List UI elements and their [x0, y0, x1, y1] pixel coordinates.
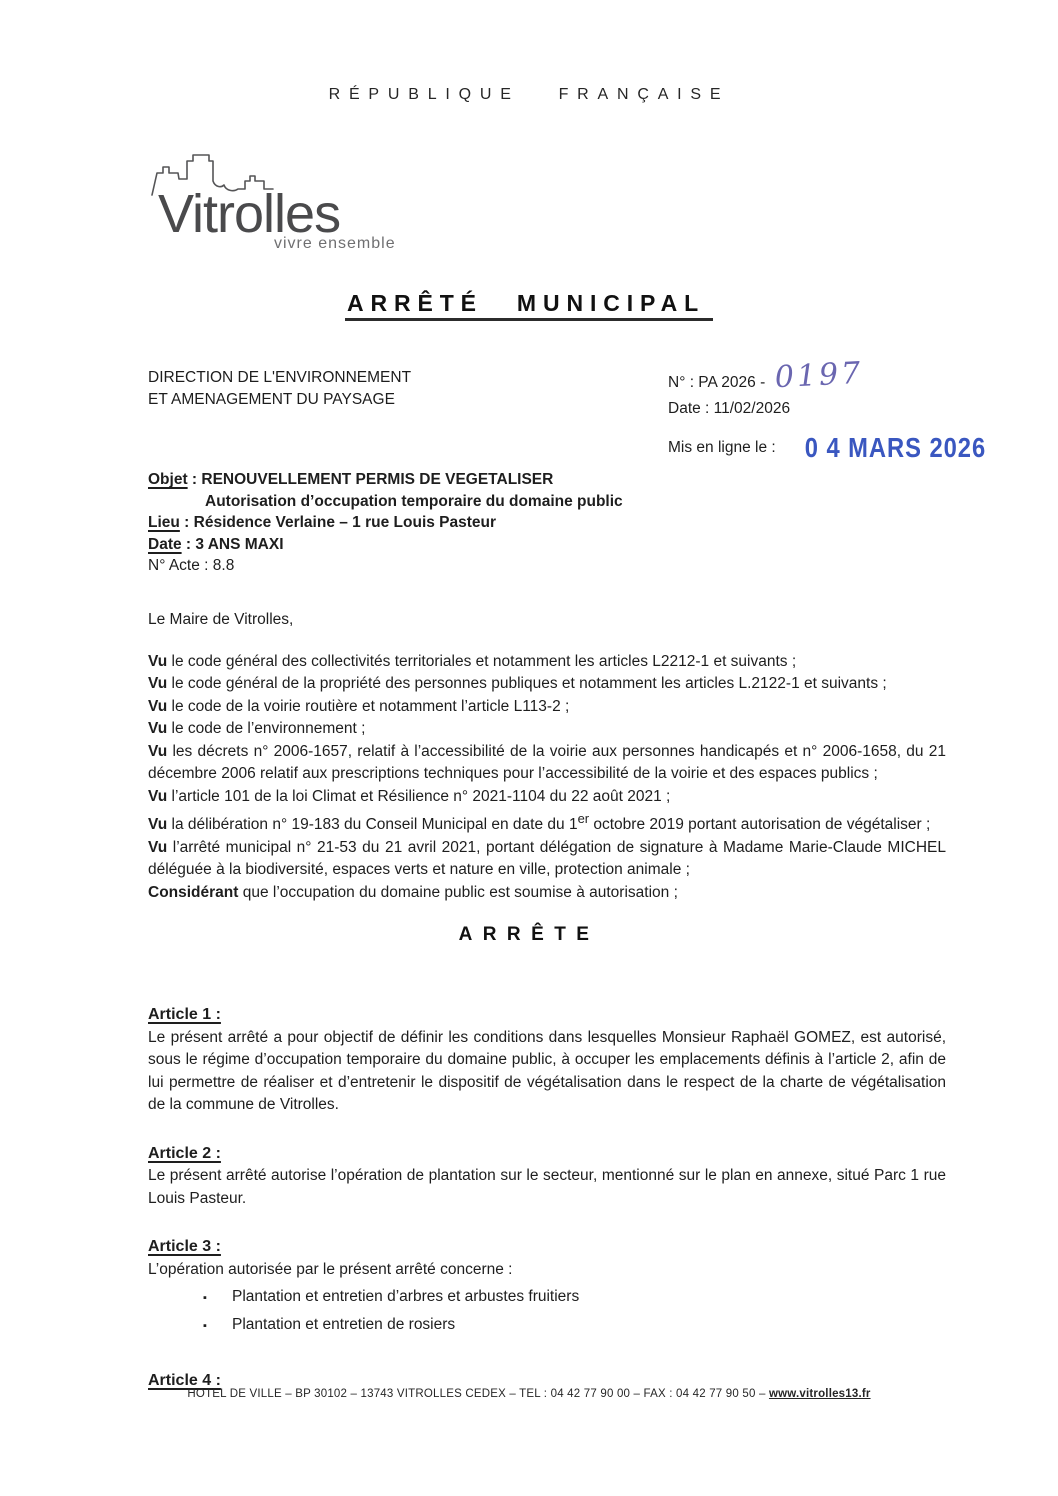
article-3-list: [148, 1286, 946, 1336]
objet-subline: Autorisation d’occupation temporaire du domaine public: [205, 492, 623, 510]
logo-wordmark: Vitrolles: [158, 184, 341, 244]
footer: [0, 1388, 1058, 1400]
reference-block: [668, 355, 1008, 464]
list-item: ▪ Plantation et entretien d’arbres et arbustes fruitiers: [148, 1286, 946, 1309]
lieu-label: Lieu: [148, 514, 180, 531]
recital: Vu la délibération n° 19-183 du Conseil Municipal en date du 1er octobre 2019 portant autorisation de végétaliser ;: [148, 811, 931, 834]
footer-text: HOTEL DE VILLE – BP 30102 – 13743 VITROLLES CEDEX – TEL : 04 42 77 90 00 – FAX : 04 42 77 90 50 –: [187, 1388, 769, 1400]
list-item: ▪ Plantation et entretien de rosiers: [148, 1314, 946, 1337]
article-2-heading: Article 2 :: [148, 1144, 221, 1162]
logo-tagline: vivre ensemble: [274, 235, 396, 252]
numero-handwritten: 0197: [774, 355, 865, 396]
vitrolles-logo-graphic: [146, 148, 416, 252]
date-stamp: 0 4 MARS 2026: [804, 432, 986, 464]
meta-row: [0, 355, 1058, 464]
duree-value: : 3 ANS MAXI: [181, 535, 284, 553]
objet-label: Objet: [148, 471, 188, 488]
vitrolles-logo: [146, 148, 416, 252]
article-1-body: Le présent arrêté a pour objectif de définir les conditions dans lesquelles Monsieur Raphaël GOMEZ, est autorisé, sous le régime d’occupation temporaire du domaine public, à occuper les emplacements définis à l’article 2, afin de lui permettre de réaliser et d’entretenir le dispositif de végétalisation dans le respect de la charte de végétalisation de la commune de Vitrolles.: [148, 1028, 946, 1114]
recital: Vu le code de la voirie routière et notamment l’article L113-2 ;: [148, 697, 570, 715]
article-3-intro: L’opération autorisée par le présent arrêté concerne :: [148, 1260, 513, 1278]
acte-line: N° Acte : 8.8: [148, 557, 235, 574]
recitals: [148, 651, 946, 905]
mis-en-ligne-row: [668, 432, 1008, 464]
recital: Vu l’article 101 de la loi Climat et Résilience n° 2021-1104 du 22 août 2021 ;: [148, 787, 671, 805]
issuing-direction: [148, 367, 411, 411]
lieu-value: : Résidence Verlaine – 1 rue Louis Pasteur: [179, 514, 497, 531]
lieu-line: [148, 512, 1058, 534]
objet-value: : RENOUVELLEMENT PERMIS DE VEGETALISER: [187, 471, 554, 488]
article-1-heading: Article 1 :: [148, 1006, 221, 1024]
article-3-heading: Article 3 :: [148, 1238, 221, 1256]
recital: Vu le code général des collectivités territoriales et notamment les articles L2212-1 et suivants ;: [148, 652, 797, 670]
article-2-body: Le présent arrêté autorise l’opération de plantation sur le secteur, mentionné sur le plan en annexe, situé Parc 1 rue Louis Pasteur.: [148, 1167, 946, 1207]
duree-label: Date: [148, 535, 182, 553]
subject-block: [148, 469, 1058, 577]
recital: Vu le code général de la propriété des personnes publiques et notamment les articles L.2122-1 et suivants ;: [148, 675, 887, 692]
numero-line: [668, 355, 1008, 396]
recital: Considérant que l’occupation du domaine public est soumise à autorisation ;: [148, 883, 678, 901]
mis-en-ligne-label: Mis en ligne le :: [668, 439, 776, 456]
duree-line: [148, 534, 1058, 556]
article-4-heading: Article 4 :: [148, 1372, 221, 1390]
date-line: Date : 11/02/2026: [668, 400, 791, 417]
articles: [148, 1004, 946, 1393]
footer-website-link[interactable]: www.vitrolles13.fr: [768, 1388, 871, 1400]
direction-line-1: DIRECTION DE L'ENVIRONNEMENT: [148, 369, 412, 386]
recital: Vu les décrets n° 2006-1657, relatif à l’accessibilité de la voirie aux personnes handicapés et n° 2006-1658, du 21 décembre 2006 relatif aux prescriptions techniques pour l’accessibilité de la voirie et des espaces publics ;: [148, 742, 946, 782]
objet-line: [148, 469, 1058, 491]
arrete-heading: ARRÊTE: [458, 924, 600, 946]
direction-line-2: ET AMENAGEMENT DU PAYSAGE: [148, 391, 395, 408]
recital: Vu l’arrêté municipal n° 21-53 du 21 avril 2021, portant délégation de signature à Madame Marie-Claude MICHEL déléguée à la biodiversité, espaces verts et nature en ville, protection animale ;: [148, 838, 946, 879]
republique-francaise-heading: RÉPUBLIQUE FRANÇAISE: [328, 86, 730, 103]
document-title: ARRÊTÉ MUNICIPAL: [0, 290, 1058, 317]
recital: Vu le code de l’environnement ;: [148, 720, 366, 737]
numero-label: N° : PA 2026 -: [668, 374, 766, 391]
salutation: Le Maire de Vitrolles,: [148, 610, 294, 628]
